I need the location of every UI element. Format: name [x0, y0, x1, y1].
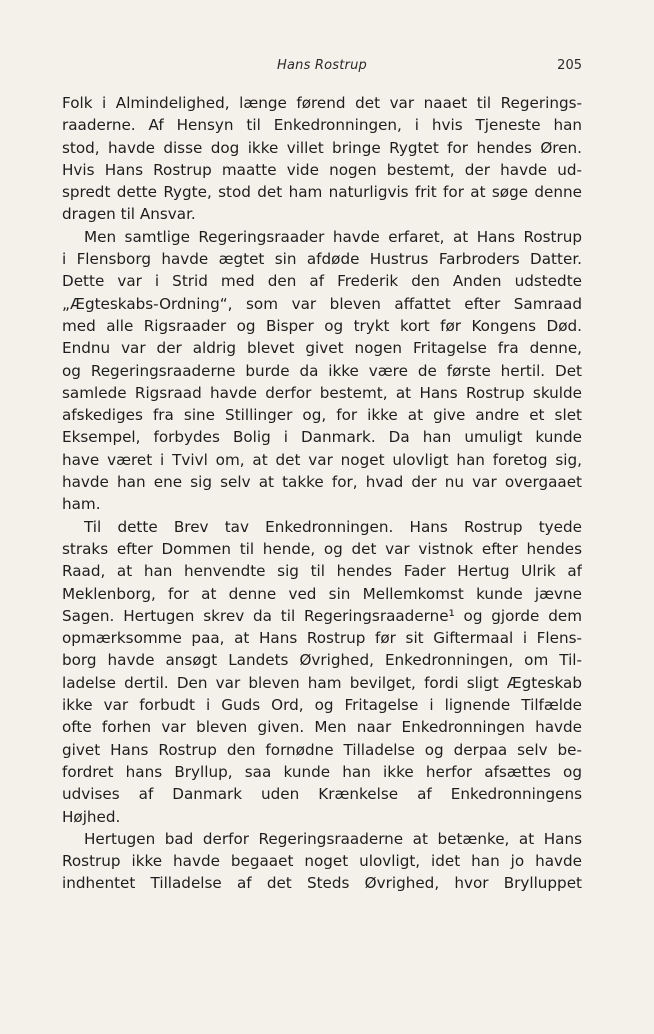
running-title: Hans Rostrup	[277, 58, 367, 73]
text-line: Folk i Almindelighed, længe førend det var naaet til Regerings-	[62, 94, 582, 112]
text-line: ladelse dertil. Den var bleven ham bevilget, fordi sligt Ægteskab	[62, 673, 582, 692]
text-line: Meklenborg, for at denne ved sin Mellemkomst kunde jævne	[62, 584, 582, 603]
text-line: Hvis Hans Rostrup maatte vide nogen bestemt, der havde ud-	[62, 160, 582, 179]
text-line: med alle Rigsraader og Bisper og trykt kort før Kongens Død.	[62, 316, 582, 335]
text-line: Rostrup ikke havde begaaet noget ulovligt, idet han jo havde	[62, 852, 582, 871]
text-line: opmærksomme paa, at Hans Rostrup før sit Giftermaal i Flens-	[62, 629, 582, 648]
text-line: indhentet Tilladelse af det Steds Øvrighed, hvor Brylluppet	[62, 874, 582, 893]
text-line: ofte forhen var bleven given. Men naar Enkedronningen havde	[62, 718, 582, 737]
text-line: ham.	[62, 495, 101, 514]
text-line: afskediges fra sine Stillinger og, for ikke at give andre et slet	[62, 406, 582, 425]
page-number: 205	[557, 58, 582, 73]
text-line: „Ægteskabs-Ordning“, som var bleven affattet efter Samraad	[62, 294, 582, 313]
text-line: Hertugen bad derfor Regeringsraaderne at betænke, at Hans	[84, 829, 582, 848]
body-text	[62, 92, 582, 895]
text-line: straks efter Dommen til hende, og det var vistnok efter hendes	[62, 539, 582, 558]
text-line: Raad, at han henvendte sig til hendes Fader Hertug Ulrik af	[62, 562, 582, 581]
text-line: samlede Rigsraad havde derfor bestemt, at Hans Rostrup skulde	[62, 383, 582, 402]
text-line: Eksempel, forbydes Bolig i Danmark. Da han umuligt kunde	[62, 428, 582, 447]
text-line: i Flensborg havde ægtet sin afdøde Hustrus Farbroders Datter.	[62, 250, 582, 269]
text-line: Højhed.	[62, 807, 121, 826]
text-line: Men samtlige Regeringsraader havde erfaret, at Hans Rostrup	[84, 227, 582, 246]
text-line: og Regeringsraaderne burde da ikke være de første hertil. Det	[62, 361, 582, 380]
text-line: raaderne. Af Hensyn til Enkedronningen, i hvis Tjeneste han	[62, 116, 582, 135]
text-line: spredt dette Rygte, stod det ham naturligvis frit for at søge denne	[62, 183, 582, 202]
running-head	[62, 58, 582, 80]
text-line: udvises af Danmark uden Krænkelse af Enkedronningens	[62, 785, 582, 804]
text-line: Endnu var der aldrig blevet givet nogen Fritagelse fra denne,	[62, 339, 582, 358]
text-line: have været i Tvivl om, at det var noget ulovligt han foretog sig,	[62, 450, 582, 469]
text-line: fordret hans Bryllup, saa kunde han ikke herfor afsættes og	[62, 762, 582, 781]
text-line: havde han ene sig selv at takke for, hvad der nu var overgaaet	[62, 473, 582, 492]
text-line: Sagen. Hertugen skrev da til Regeringsraaderne¹ og gjorde dem	[62, 606, 582, 625]
text-line: stod, havde disse dog ikke villet bringe Rygtet for hendes Øren.	[62, 138, 582, 157]
text-line: ikke var forbudt i Guds Ord, og Fritagelse i lignende Tilfælde	[62, 696, 582, 715]
text-line: dragen til Ansvar.	[62, 205, 196, 224]
text-line: givet Hans Rostrup den fornødne Tilladelse og derpaa selv be-	[62, 740, 582, 759]
text-line: Dette var i Strid med den af Frederik den Anden udstedte	[62, 272, 582, 291]
text-line: borg havde ansøgt Landets Øvrighed, Enkedronningen, om Til-	[62, 651, 582, 670]
text-line: Til dette Brev tav Enkedronningen. Hans Rostrup tyede	[84, 517, 582, 536]
